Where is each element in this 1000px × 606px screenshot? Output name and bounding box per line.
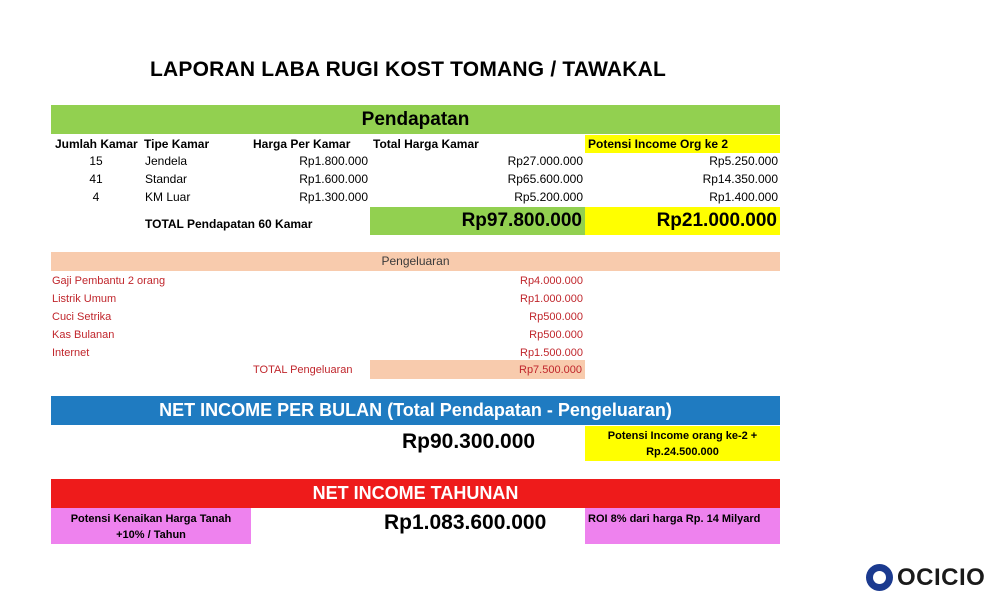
- col-potensi-income: Potensi Income Org ke 2: [588, 137, 729, 151]
- expense-value: Rp1.500.000: [520, 347, 583, 359]
- col-harga-per-kamar: Harga Per Kamar: [253, 137, 351, 151]
- ocicio-logo: [866, 563, 990, 593]
- net-bulanan-potensi-cell: [585, 426, 780, 461]
- expense-label: Cuci Setrika: [52, 311, 112, 323]
- expense-label: Kas Bulanan: [52, 329, 115, 341]
- row-potensi: Rp14.350.000: [702, 172, 778, 186]
- row-total: Rp65.600.000: [507, 172, 583, 186]
- net-bulanan-value: Rp90.300.000: [402, 430, 536, 453]
- pengeluaran-header: Pengeluaran: [51, 252, 780, 271]
- row-potensi: Rp1.400.000: [709, 190, 778, 204]
- net-tahunan-header: NET INCOME TAHUNAN: [51, 479, 780, 508]
- total-potensi-cell: [585, 207, 780, 235]
- pendapatan-header: Pendapatan: [51, 105, 780, 134]
- net-tahunan-value: Rp1.083.600.000: [384, 511, 547, 534]
- row-total: Rp27.000.000: [507, 154, 583, 168]
- total-pengeluaran-cell: [370, 360, 585, 379]
- expense-label: Listrik Umum: [52, 293, 117, 305]
- col-jumlah-kamar: Jumlah Kamar: [55, 137, 138, 151]
- row-jumlah: 15: [89, 154, 103, 168]
- expense-label: Internet: [52, 347, 90, 359]
- total-pendapatan-label: TOTAL Pendapatan 60 Kamar: [145, 217, 313, 231]
- row-harga: Rp1.300.000: [299, 190, 368, 204]
- total-potensi-value: Rp21.000.000: [656, 210, 777, 231]
- ocicio-logo-icon: [866, 564, 893, 591]
- row-harga: Rp1.600.000: [299, 172, 368, 186]
- potensi-tanah-line2: +10% / Tahun: [116, 529, 186, 541]
- net-bulanan-potensi-line1: Potensi Income orang ke-2 +: [607, 430, 758, 442]
- net-bulanan-header: NET INCOME PER BULAN (Total Pendapatan - Pengeluaran): [51, 396, 780, 425]
- net-bulanan-potensi-line2: Rp.24.500.000: [646, 446, 719, 458]
- potensi-tanah-line1: Potensi Kenaikan Harga Tanah: [70, 513, 232, 525]
- row-tipe: Standar: [145, 172, 188, 186]
- roi-text: ROI 8% dari harga Rp. 14 Milyard: [588, 513, 761, 525]
- expense-value: Rp500.000: [529, 329, 583, 341]
- row-jumlah: 41: [89, 172, 103, 186]
- expense-label: Gaji Pembantu 2 orang: [52, 275, 166, 287]
- row-tipe: KM Luar: [145, 190, 191, 204]
- col-tipe-kamar: Tipe Kamar: [144, 137, 210, 151]
- expense-value: Rp1.000.000: [520, 293, 583, 305]
- row-potensi: Rp5.250.000: [709, 154, 778, 168]
- potensi-tanah-cell: [51, 508, 251, 544]
- expense-value: Rp500.000: [529, 311, 583, 323]
- total-pengeluaran-value: Rp7.500.000: [519, 364, 582, 376]
- col-total-harga-kamar: Total Harga Kamar: [373, 137, 479, 151]
- page-title: LAPORAN LABA RUGI KOST TOMANG / TAWAKAL: [150, 58, 667, 81]
- expense-value: Rp4.000.000: [520, 275, 583, 287]
- ocicio-logo-text: OCICIO: [897, 564, 986, 591]
- roi-cell: [585, 508, 780, 544]
- total-pengeluaran-label: TOTAL Pengeluaran: [253, 364, 353, 376]
- total-pendapatan-cell: [370, 207, 585, 235]
- row-jumlah: 4: [92, 190, 100, 204]
- potensi-header-cell: [585, 135, 780, 153]
- row-harga: Rp1.800.000: [299, 154, 368, 168]
- total-pendapatan-value: Rp97.800.000: [461, 210, 582, 231]
- row-tipe: Jendela: [145, 154, 188, 168]
- row-total: Rp5.200.000: [514, 190, 583, 204]
